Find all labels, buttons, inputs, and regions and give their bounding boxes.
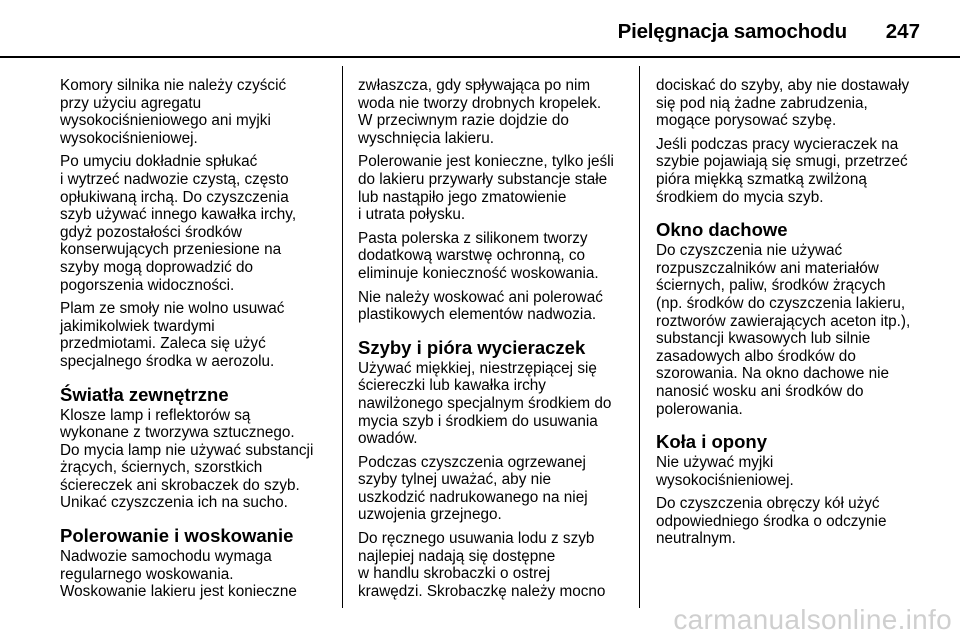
paragraph: Do ręcznego usuwania lodu z szyb najlepiej nadają się dostępne w handlu skrobaczki o ostrej krawędzi. Skrobaczkę należy mocno <box>358 530 606 600</box>
paragraph: Polerowanie jest konieczne, tylko jeśli do lakieru przywarły substancje stałe lub nastąpiło jego zmatowienie i utrata połysku. <box>358 153 614 224</box>
paragraph: Podczas czyszczenia ogrzewanej szyby tylnej uważać, aby nie uszkodzić nadrukowanego na niej uzwojenia grzejnego. <box>358 453 588 524</box>
page-title: Pielęgnacja samochodu <box>617 20 847 43</box>
section-heading-polishing: Polerowanie i woskowanie <box>60 525 294 547</box>
paragraph: Nie należy woskować ani polerować plastikowych elementów nadwozia. <box>358 288 603 324</box>
paragraph: Plam ze smoły nie wolno usuwać jakimikolwiek twardymi przedmiotami. Zaleca się użyć specjalnego środka w aerozolu. <box>60 300 285 370</box>
column-3 <box>656 77 931 554</box>
paragraph: Nie używać myjki wysokociśnieniowej. <box>656 454 794 489</box>
section-heading-windows-wipers: Szyby i pióra wycieraczek <box>358 336 586 358</box>
paragraph: Używać miękkiej, niestrzępiącej się ściereczki lub kawałka irchy nawilżonego specjalnym środkiem do mycia szyb i środkiem do usuwania owadów. <box>358 359 612 448</box>
paragraph: Do czyszczenia obręczy kół użyć odpowiedniego środka o odczynie neutralnym. <box>656 495 887 548</box>
watermark: carmanualsonline.info <box>673 604 952 635</box>
section-heading-wheels-tyres: Koła i opony <box>656 431 767 453</box>
paragraph: zwłaszcza, gdy spływająca po nim woda nie tworzy drobnych kropelek. W przeciwnym razie dojdzie do wyschnięcia lakieru. <box>358 77 602 147</box>
section-heading-exterior-lights: Światła zewnętrzne <box>60 383 229 405</box>
paragraph: Po umyciu dokładnie spłukać i wytrzeć nadwozie czystą, często opłukiwaną irchą. Do czyszczenia szyb używać innego kawałka irchy, gdyż pozostałości środków konserwujących przeniesione na szyby mogą doprowadzić do pogorszenia widoczności. <box>60 153 297 294</box>
paragraph: Pasta polerska z silikonem tworzy dodatkową warstwę ochronną, co eliminuje konieczność woskowania. <box>358 229 599 282</box>
column-divider <box>639 66 640 608</box>
paragraph: Do czyszczenia nie używać rozpuszczalników ani materiałów ściernych, paliw, środków żrących (np. środków do czyszczenia lakieru, roztworów zawierających aceton itp.), substancji kwasowych lub silnie zasadowych albo środków do szorowania. Na okno dachowe nie nanosić wosku ani środków do polerowania. <box>656 242 911 418</box>
column-1 <box>60 77 340 607</box>
column-2 <box>358 77 628 606</box>
header-rule <box>0 56 960 58</box>
paragraph: Komory silnika nie należy czyścić przy użyciu agregatu wysokociśnieniowego ani myjki wysokociśnieniowej. <box>60 77 287 147</box>
section-heading-sunroof: Okno dachowe <box>656 219 788 241</box>
page-number: 247 <box>885 20 920 43</box>
paragraph: dociskać do szyby, aby nie dostawały się pod nią żadne zabrudzenia, mogące porysować szybę. <box>656 77 910 130</box>
paragraph: Nadwozie samochodu wymaga regularnego woskowania. Woskowanie lakieru jest konieczne <box>60 548 297 601</box>
paragraph: Klosze lamp i reflektorów są wykonane z tworzywa sztucznego. Do mycia lamp nie używać substancji żrących, ściernych, szorstkich ściereczek ani skrobaczek do szyb. Unikać czyszczenia ich na sucho. <box>60 406 314 512</box>
column-divider <box>342 66 343 608</box>
paragraph: Jeśli podczas pracy wycieraczek na szybie pojawiają się smugi, przetrzeć pióra miękką szmatką zwilżoną środkiem do mycia szyb. <box>656 135 908 206</box>
page-header <box>0 0 960 56</box>
